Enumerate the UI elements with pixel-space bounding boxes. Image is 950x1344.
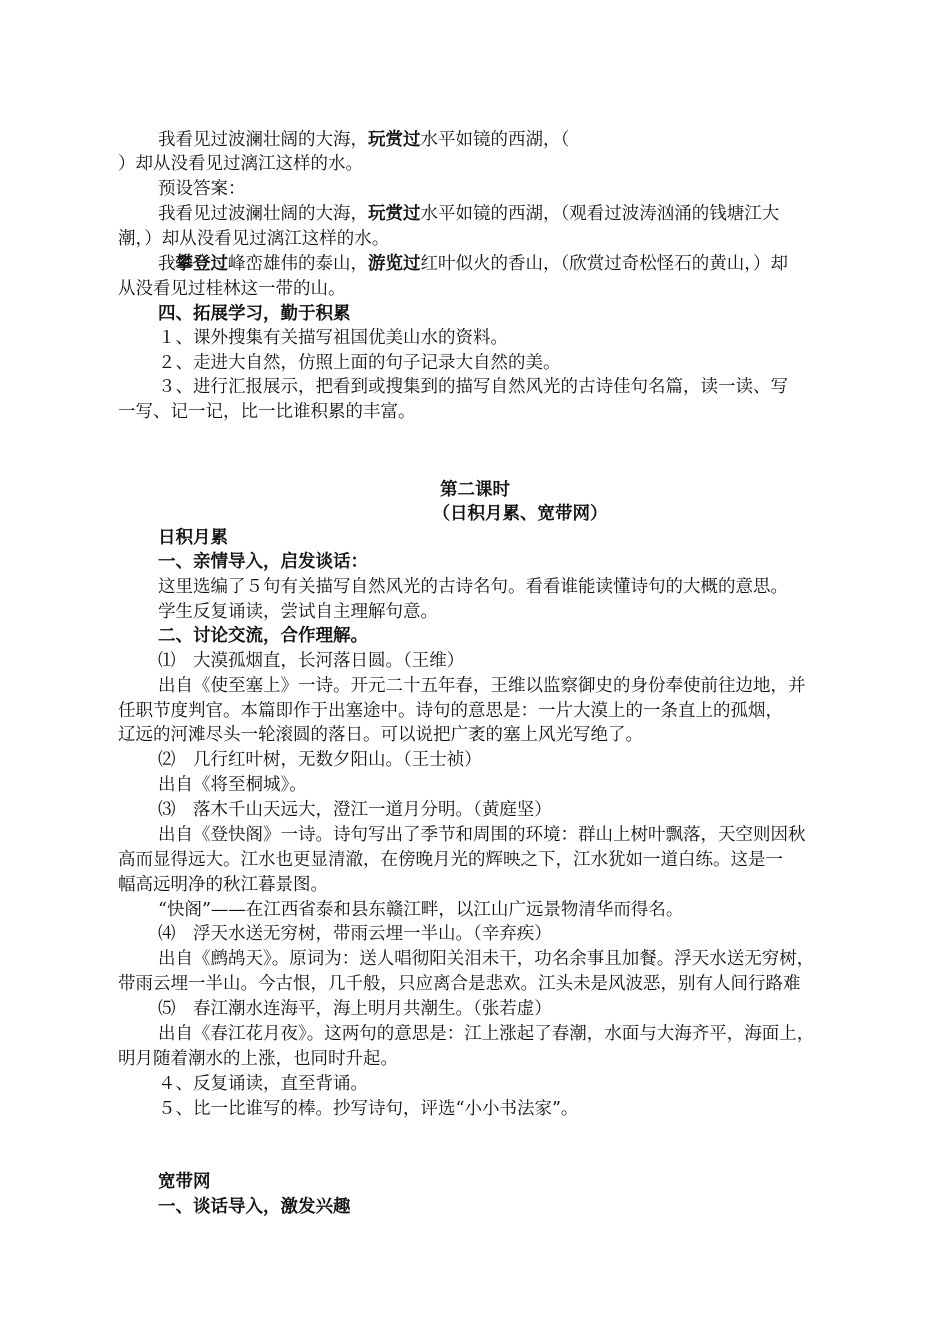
poem-line: ⑸ 春江潮水连海平，海上明月共潮生。（张若虚） — [158, 999, 552, 1019]
paragraph-line: 出自《使至塞上》一诗。开元二十五年春，王维以监察御史的身份奉使前往边地，并 — [158, 676, 806, 696]
list-item: １、课外搜集有关描写祖国优美山水的资料。 — [158, 328, 508, 348]
paragraph-line: “快阁”——在江西省泰和县东赣江畔，以江山广远景物清华而得名。 — [158, 900, 684, 920]
paragraph-line: 带雨云埋一半山。今古恨，几千般，只应离合是悲欢。江头未是风波恶，别有人间行路难 — [118, 974, 801, 994]
poem-line: ⑵ 几行红叶树，无数夕阳山。（王士祯） — [158, 750, 482, 770]
text-run: 红叶似火的香山，（欣赏过奇松怪石的黄山，）却 — [420, 254, 788, 274]
paragraph-line: 任职节度判官。本篇即作于出塞途中。诗句的意思是：一片大漠上的一条直上的孤烟， — [118, 701, 783, 721]
paragraph-line: 这里选编了５句有关描写自然风光的古诗名句。看看谁能读懂诗句的大概的意思。 — [158, 577, 788, 597]
paragraph-line — [158, 202, 779, 226]
text-run: 水平如镜的西湖，（观看过波涛汹涌的钱塘江大 — [420, 204, 780, 224]
section-heading: 一、谈话导入，激发兴趣 — [158, 1197, 351, 1217]
paragraph-line: 学生反复诵读，尝试自主理解句意。 — [158, 602, 438, 622]
poem-line: ⑶ 落木千山天远大，澄江一道月分明。（黄庭坚） — [158, 800, 552, 820]
section-heading: 四、拓展学习，勤于积累 — [158, 304, 351, 324]
bold-text: 游览过 — [368, 254, 421, 274]
paragraph-line: 出自《鹧鸪天》。原词为：送人唱彻阳关泪未干，功名余事且加餐。浮天水送无穷树， — [158, 949, 815, 969]
paragraph-line — [158, 128, 569, 152]
poem-line: ⑷ 浮天水送无穷树，带雨云埋一半山。（辛弃疾） — [158, 924, 552, 944]
paragraph-line — [158, 252, 788, 276]
text-run: 我看见过波澜壮阔的大海， — [158, 130, 368, 150]
paragraph-line: 出自《登快阁》一诗。诗句写出了季节和周围的环境：群山上树叶飘落，天空则因秋 — [158, 825, 806, 845]
page-subtitle: （日积月累、宽带网） — [432, 504, 608, 524]
paragraph-line: 一写、记一记，比一比谁积累的丰富。 — [118, 402, 416, 422]
poem-line: ⑴ 大漠孤烟直，长河落日圆。（王维） — [158, 651, 465, 671]
paragraph-line: ）却从没看见过漓江这样的水。 — [118, 154, 363, 174]
sub-heading: 宽带网 — [158, 1172, 211, 1192]
paragraph-line: 预设答案： — [158, 179, 246, 199]
paragraph-line: 出自《将至桐城》。 — [158, 775, 307, 795]
paragraph-line: 潮，）却从没看见过漓江这样的水。 — [118, 229, 390, 249]
sub-heading: 日积月累 — [158, 528, 228, 548]
page-title: 第二课时 — [440, 480, 510, 500]
list-item: ５、比一比谁写的棒。抄写诗句，评选“小小书法家”。 — [158, 1099, 579, 1119]
list-item: ４、反复诵读，直至背诵。 — [158, 1074, 368, 1094]
text-run: 我 — [158, 254, 176, 274]
section-heading: 二、讨论交流，合作理解。 — [158, 626, 368, 646]
paragraph-line: 幅高远明净的秋江暮景图。 — [118, 875, 328, 895]
text-run: 峰峦雄伟的泰山， — [228, 254, 368, 274]
bold-text: 攀登过 — [175, 254, 228, 274]
section-heading: 一、亲情导入，启发谈话： — [158, 552, 368, 572]
paragraph-line: 高而显得远大。江水也更显清澈，在傍晚月光的辉映之下，江水犹如一道白练。这是一 — [118, 850, 783, 870]
bold-text: 玩赏过 — [368, 130, 421, 150]
list-item: ２、走进大自然，仿照上面的句子记录大自然的美。 — [158, 353, 561, 373]
bold-text: 玩赏过 — [368, 204, 421, 224]
paragraph-line: 明月随着潮水的上涨，也同时升起。 — [118, 1049, 398, 1069]
text-run: 我看见过波澜壮阔的大海， — [158, 204, 368, 224]
list-item: ３、进行汇报展示，把看到或搜集到的描写自然风光的古诗佳句名篇，读一读、写 — [158, 377, 788, 397]
text-run: 水平如镜的西湖，（ — [420, 130, 570, 150]
paragraph-line: 出自《春江花月夜》。这两句的意思是：江上涨起了春潮，水面与大海齐平，海面上， — [158, 1024, 815, 1044]
paragraph-line: 从没看见过桂林这一带的山。 — [118, 279, 346, 299]
paragraph-line: 辽远的河滩尽头一轮滚圆的落日。可以说把广袤的塞上风光写绝了。 — [118, 725, 643, 745]
